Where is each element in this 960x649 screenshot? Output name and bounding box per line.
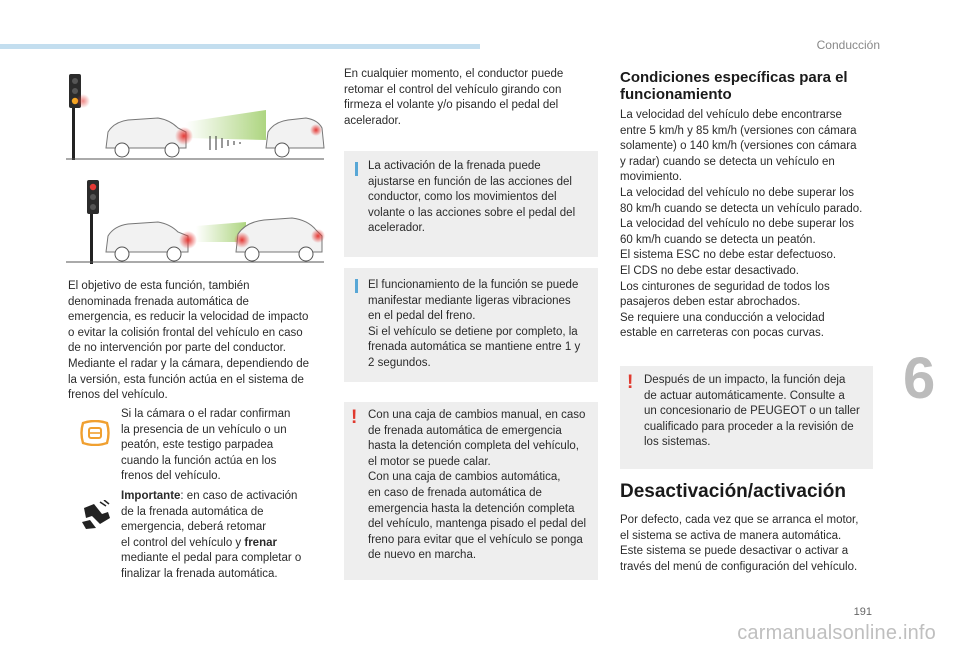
conditions-list: La velocidad del vehículo debe encontrarse entre 5 km/h y 85 km/h (versiones con cámara solamente) o 140 km/h (versiones con cámara y radar) cuando se detecta un vehículo en movimiento. La velocidad del vehículo no debe superar los 80 km/h cuando se detecta un vehículo parado. La velocidad del vehículo no debe superar los 60 km/h cuando se detecta un peatón. El sistema ESC no debe estar defectuoso. El CDS no debe estar desactivado. Los cinturones de seguridad de todos los pasajeros deben estar abrochados. Se requiere una conducción a velocidad estable en carreteras con pocas curvas. — [620, 109, 863, 340]
aeb-warning-lamp-icon — [80, 420, 110, 446]
driver-override-paragraph: En cualquier momento, el conductor puede retomar el control del vehículo girando con firmeza el volante y/o pisando el pedal del acelerador. — [344, 68, 564, 127]
deactivation-paragraph: Por defecto, cada vez que se arranca el motor, el sistema se activa de manera automática. Este sistema se puede desactivar o activar a través del menú de configuración del vehículo. — [620, 514, 859, 573]
intro-paragraph: El objetivo de esta función, también denominada frenada automática de emergencia, es reducir la velocidad de impacto o evitar la colisión frontal del vehículo en caso de no intervención por parte del conductor. Mediante el radar y la cámara, dependiendo de la versión, esta función actúa en el sistema de frenos del vehículo. — [68, 280, 310, 402]
info-callout-vibrations: El funcionamiento de la función se puede manifestar mediante ligeras vibraciones en el pedal del freno. Si el vehículo se detiene por completo, la frenada automática se mantiene entre 1 y 2 segundos. — [344, 268, 598, 382]
info-marker-icon — [355, 279, 358, 293]
deactivation-heading: Desactivación/activación — [620, 481, 846, 502]
info-marker-icon — [355, 162, 358, 176]
warning-callout-gearbox: ! Con una caja de cambios manual, en caso de frenada automática de emergencia hasta la detención completa del vehículo, el motor se puede calar. Con una caja de cambios automática, en caso de frenada automática de emergencia hasta la detención completa del vehículo, mantenga pisado el pedal del freno para evitar que el vehículo se ponga de nuevo en marcha. — [344, 402, 598, 580]
warning-exclamation-icon: ! — [351, 407, 358, 428]
warning-exclamation-icon: ! — [627, 372, 634, 393]
important-note: Importante: en caso de activación de la frenada automática de emergencia, deberá retomar el control del vehículo y frenar mediante el pedal para completar o finalizar la frenada automática. — [121, 490, 302, 580]
info-callout-adjustment: La activación de la frenada puede ajustarse en función de las acciones del conductor, como los movimientos del volante o las acciones sobre el pedal del acelerador. — [344, 151, 598, 257]
header-bar — [0, 44, 480, 49]
watermark[interactable]: carmanualsonline.info — [737, 622, 936, 644]
page-number: 191 — [853, 606, 872, 618]
warning-callout-impact: ! Después de un impacto, la función deja de actuar automáticamente. Consulte a un concesionario de PEUGEOT o un taller cualificado para proceder a la revisión de los sistemas. — [620, 366, 873, 469]
warning-lamp-description: Si la cámara o el radar confirman la presencia de un vehículo o un peatón, este testigo parpadea cuando la función actúa en los frenos del vehículo. — [121, 408, 291, 483]
conditions-heading: Condiciones específicas para el funcionamiento — [620, 69, 848, 103]
driver-action-icon — [80, 500, 112, 530]
illustration-vehicle-approach — [66, 70, 326, 162]
illustration-vehicle-braking — [66, 176, 326, 266]
section-title: Conducción — [816, 38, 880, 52]
chapter-number: 6 — [903, 346, 936, 411]
